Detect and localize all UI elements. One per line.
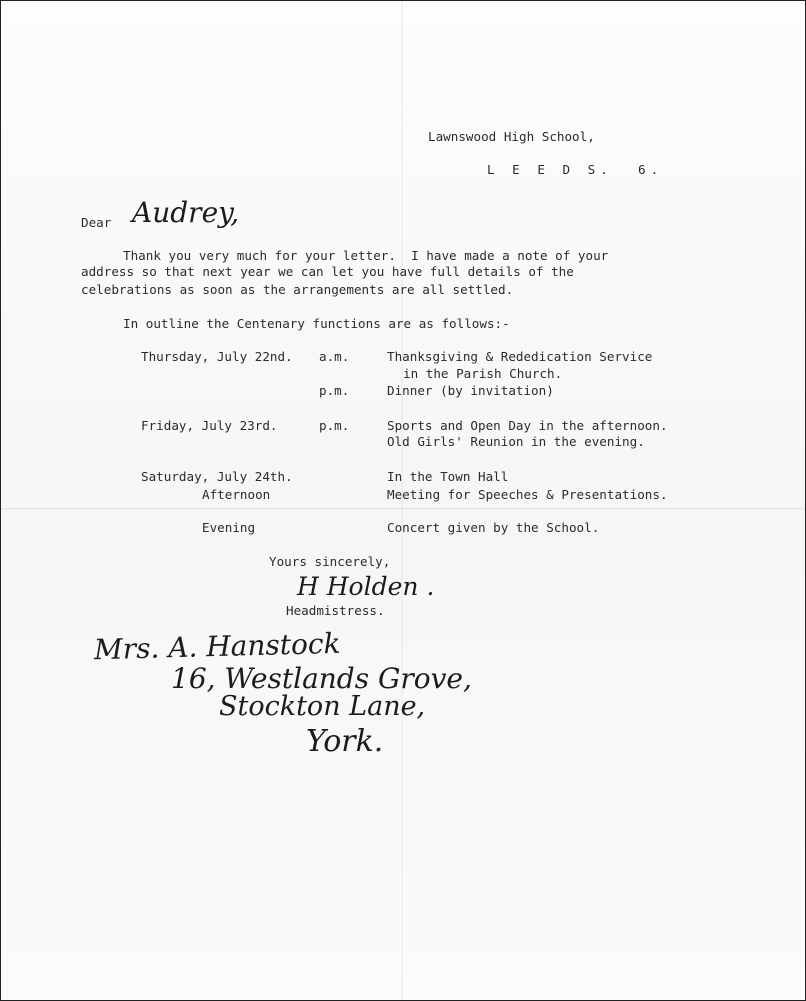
thursday-am-event: Thanksgiving & Rededication Service [387,349,653,364]
friday-pm-label: p.m. [319,418,350,433]
saturday-date: Saturday, July 24th. [141,469,293,484]
saturday-location: In the Town Hall [387,469,509,484]
valediction: Yours sincerely, [269,554,391,569]
friday-pm-event: Sports and Open Day in the afternoon. [387,418,668,433]
fold-crease-horizontal [1,508,805,510]
body-line-3: celebrations as soon as the arrangements are all settled. [81,282,514,297]
body-line-1: Thank you very much for your letter. I have made a note of your [123,248,609,263]
thursday-am-label: a.m. [319,349,350,364]
thursday-pm-label: p.m. [319,383,350,398]
thursday-pm-event: Dinner (by invitation) [387,383,554,398]
address-line-4-handwritten: York. [306,724,384,759]
saturday-afternoon-label: Afternoon [202,487,271,502]
friday-pm-event-line2: Old Girls' Reunion in the evening. [387,434,645,449]
thursday-date: Thursday, July 22nd. [141,349,293,364]
signature-handwritten: H Holden . [297,572,435,601]
salutation-name-handwritten: Audrey, [132,196,240,229]
saturday-afternoon-event: Meeting for Speeches & Presentations. [387,487,668,502]
address-line-2-handwritten: 16, Westlands Grove, [171,662,472,695]
address-line-3-handwritten: Stockton Lane, [219,691,426,722]
friday-date: Friday, July 23rd. [141,418,278,433]
salutation-dear: Dear [81,215,112,230]
signatory-title: Headmistress. [286,603,385,618]
thursday-am-event-line2: in the Parish Church. [403,366,563,381]
school-name: Lawnswood High School, [428,129,595,144]
body-line-2: address so that next year we can let you have full details of the [81,264,574,279]
body-outline-intro: In outline the Centenary functions are as follows:- [123,316,510,331]
saturday-evening-event: Concert given by the School. [387,520,600,535]
school-city: L E E D S. 6. [487,162,664,177]
address-line-1-handwritten: Mrs. A. Hanstock [93,626,341,667]
saturday-evening-label: Evening [202,520,256,535]
